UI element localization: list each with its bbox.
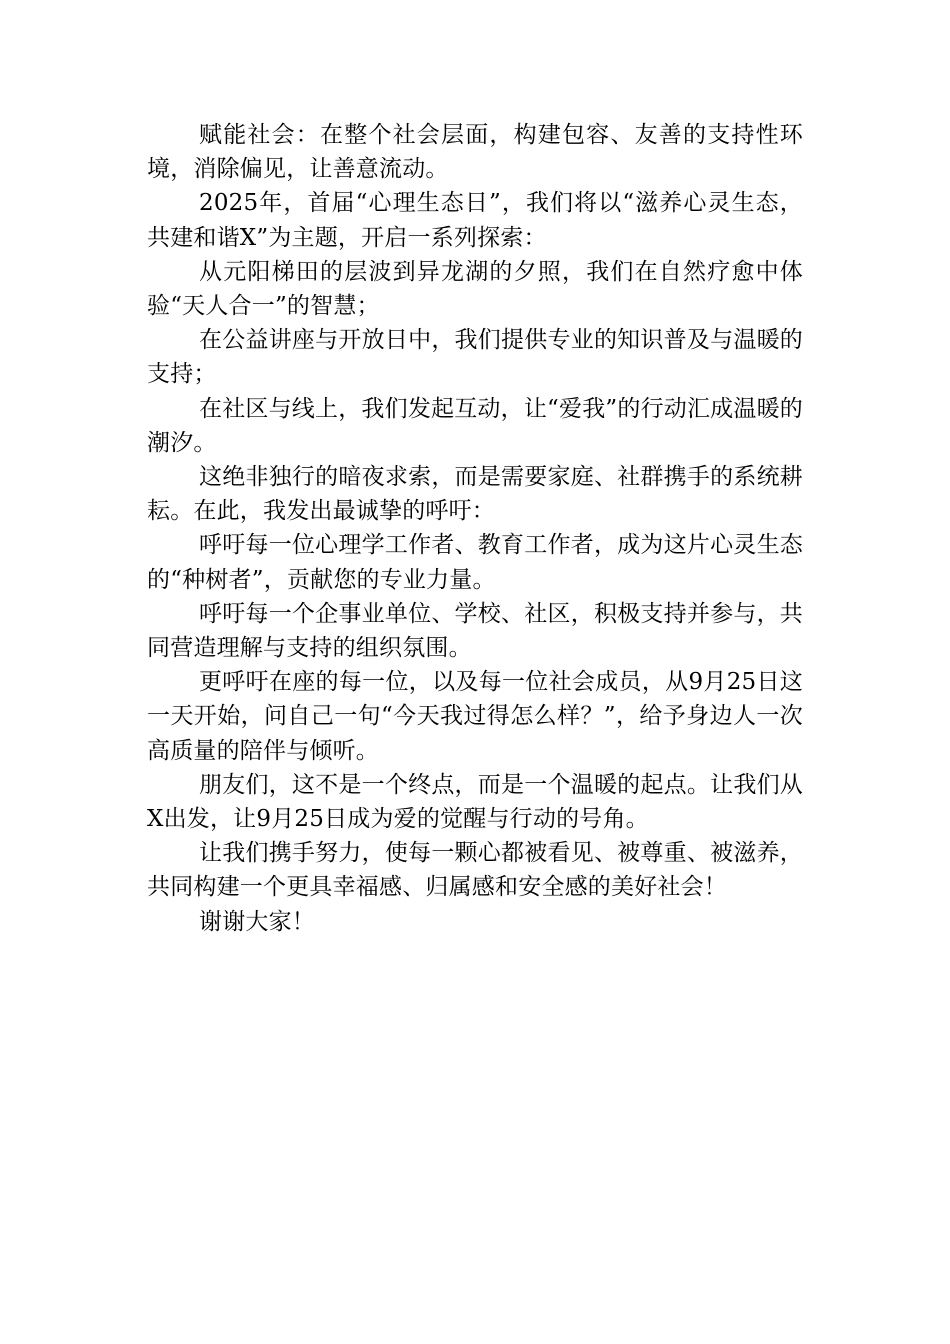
paragraph: 让我们携手努力，使每一颗心都被看见、被尊重、被滋养，共同构建一个更具幸福感、归属感和安全感的美好社会！: [147, 840, 803, 901]
paragraph: 在社区与线上，我们发起互动，让“爱我”的行动汇成温暖的潮汐。: [147, 395, 803, 456]
document-body: [147, 118, 803, 939]
closing-line: 谢谢大家！: [199, 908, 315, 935]
paragraph: 呼吁每一位心理学工作者、教育工作者，成为这片心灵生态的“种树者”，贡献您的专业力量。: [147, 532, 803, 593]
paragraph: 2025年，首届“心理生态日”，我们将以“滋养心灵生态，共建和谐X”为主题，开启一系列探索：: [147, 190, 803, 251]
paragraph: 从元阳梯田的层波到异龙湖的夕照，我们在自然疗愈中体验“天人合一”的智慧；: [147, 258, 803, 320]
paragraph: 朋友们，这不是一个终点，而是一个温暖的起点。让我们从X出发，让9月25日成为爱的觉醒与行动的号角。: [147, 771, 803, 833]
paragraph: 更呼吁在座的每一位，以及每一位社会成员，从9月25日这一天开始，问自己一句“今天我过得怎么样？”，给予身边人一次高质量的陪伴与倾听。: [147, 669, 803, 764]
paragraph: 这绝非独行的暗夜求索，而是需要家庭、社群携手的系统耕耘。在此，我发出最诚挚的呼吁：: [147, 464, 803, 525]
paragraph: 在公益讲座与开放日中，我们提供专业的知识普及与温暖的支持；: [147, 327, 803, 388]
paragraph: 赋能社会：在整个社会层面，构建包容、友善的支持性环境，消除偏见，让善意流动。: [147, 122, 803, 183]
paragraph: 呼吁每一个企事业单位、学校、社区，积极支持并参与，共同营造理解与支持的组织氛围。: [147, 600, 803, 662]
